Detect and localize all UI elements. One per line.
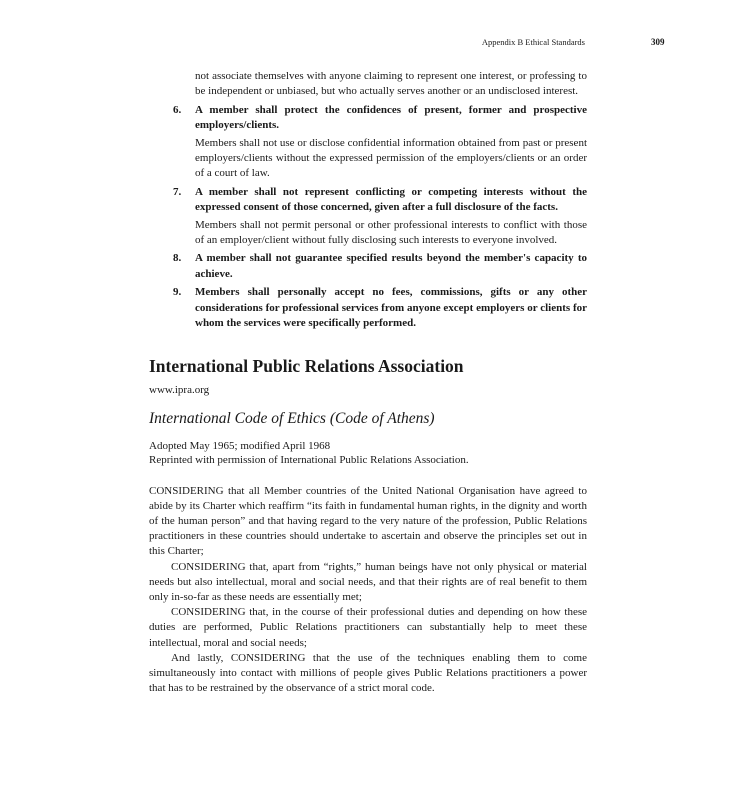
adoption-note — [149, 439, 587, 468]
preamble-paragraph: CONSIDERING that all Member countries of the United National Organisation have agreed to abide by its Charter which reaffirm “its faith in fundamental human rights, in the dignity and worth of the human person” and that having regard to the very nature of the profession, Public Relations practitioners in these countries should undertake to ascertain and observe the principles set out in this Charter; — [149, 484, 587, 558]
rule-number: 8. — [173, 252, 182, 265]
running-head — [0, 37, 735, 51]
rule-9 — [149, 285, 587, 331]
adopted-line: Adopted May 1965; modified April 1968 — [149, 439, 331, 452]
rule-statement: Members shall personally accept no fees, commissions, gifts or any other considerations for professional services from anyone except employers or clients for whom the services were specifically performed. — [195, 286, 587, 330]
rule-7 — [149, 185, 587, 249]
rule-number: 6. — [173, 103, 182, 116]
rule-statement: A member shall not guarantee specified results beyond the member's capacity to achieve. — [195, 252, 587, 280]
reprint-permission-line: Reprinted with permission of International Public Relations Association. — [149, 454, 469, 466]
page-number: 309 — [651, 37, 665, 47]
running-title: Appendix B Ethical Standards — [481, 37, 585, 47]
code-title: International Code of Ethics (Code of Athens) — [149, 409, 435, 427]
preamble-paragraph: CONSIDERING that, in the course of their professional duties and depending on how these duties are performed, Public Relations practitioners can substantially help to meet these intellectual, moral and social needs; — [149, 606, 587, 649]
rule-explanation: Members shall not use or disclose confidential information obtained from past or present employers/clients without the expressed permission of the employers/clients or an order of a court of law. — [195, 136, 587, 180]
rule-6 — [149, 103, 587, 182]
rule-statement: A member shall not represent conflicting or competing interests without the expressed consent of those concerned, given after a full disclosure of the facts. — [195, 185, 587, 214]
rule-number: 7. — [173, 185, 182, 198]
rule-number: 9. — [173, 286, 182, 299]
page-content — [149, 69, 587, 696]
rule-8 — [149, 251, 587, 282]
section-heading: International Public Relations Association — [149, 355, 464, 376]
preamble-paragraph: And lastly, CONSIDERING that the use of the techniques enabling them to come simultaneously into contact with millions of people gives Public Relations practitioners a power that has to be restrained by the observance of a strict moral code. — [149, 651, 587, 695]
organization-url: www.ipra.org — [149, 383, 210, 396]
rule-statement: A member shall protect the confidences of present, former and prospective employers/clients. — [195, 103, 587, 132]
rule-explanation: Members shall not permit personal or other professional interests to conflict with those of an employer/client without fully disclosing such interests to everyone involved. — [195, 218, 587, 247]
preamble-paragraph: CONSIDERING that, apart from “rights,” human beings have not only physical or material needs but also intellectual, moral and social needs, and that their rights are of real benefit to them only in-so-far as these needs are essentially met; — [149, 560, 587, 603]
continuation-text: not associate themselves with anyone claiming to represent one interest, or professing to be independent or unbiased, but who actually serves another or an undisclosed interest. — [195, 70, 587, 98]
code-preamble — [149, 484, 587, 697]
